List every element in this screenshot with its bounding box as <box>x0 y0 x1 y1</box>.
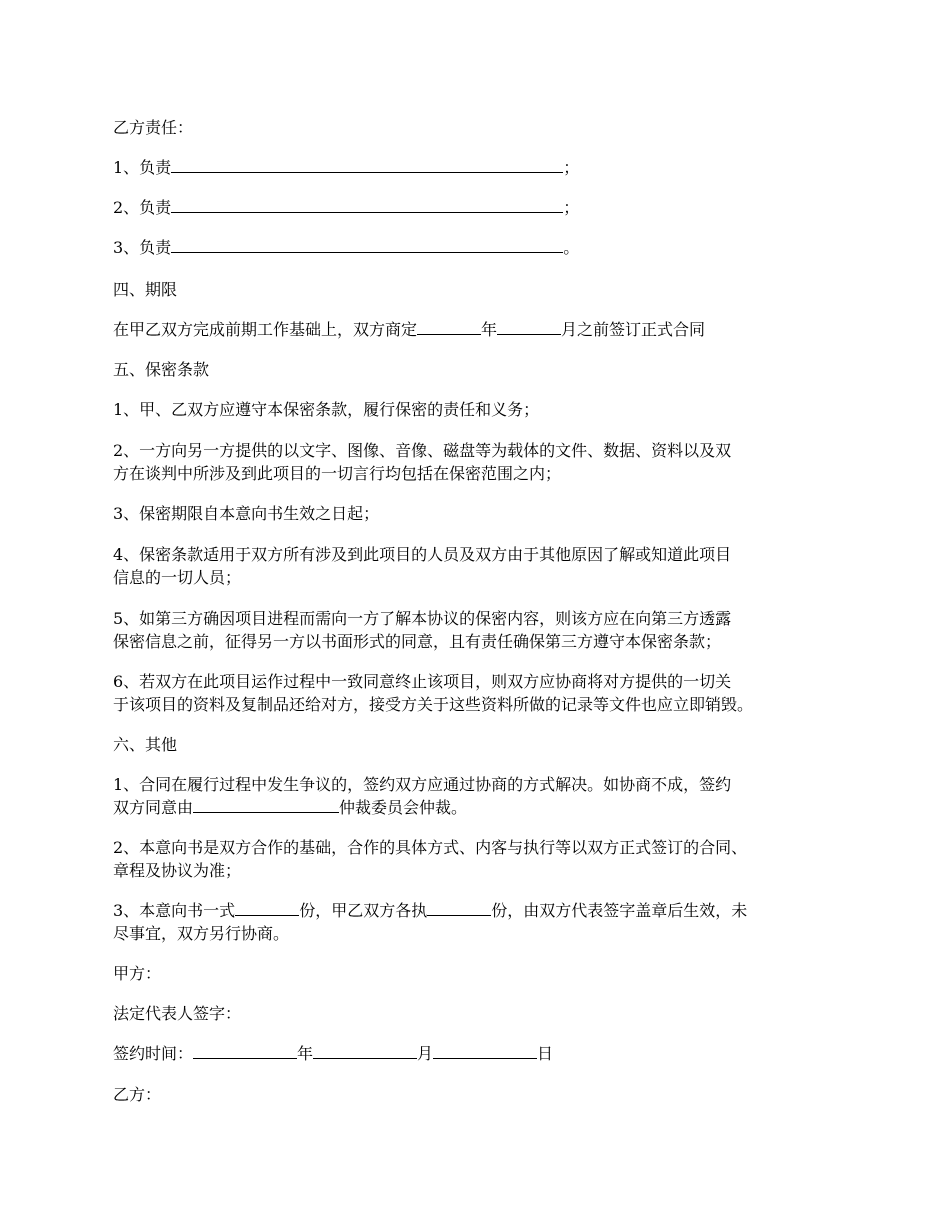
sec5-item-4-l2: 信息的一切人员； <box>113 568 242 587</box>
duty-prefix: 1、负责 <box>113 158 172 177</box>
duty-suffix: ； <box>563 158 580 177</box>
text: 份，由双方代表签字盖章后生效，未 <box>491 901 748 920</box>
duty-prefix: 3、负责 <box>113 238 172 257</box>
text: 仲裁委员会仲裁。 <box>339 798 468 817</box>
duty-line-2 <box>113 196 853 220</box>
sec5-item-3: 3、保密期限自本意向书生效之日起； <box>113 504 380 523</box>
sec5-item-6-l1: 6、若双方在此项目运作过程中一致同意终止该项目，则双方应协商将对方提供的一切关 <box>113 672 732 691</box>
sec6-item-3-l2: 尽事宜，双方另行协商。 <box>113 924 290 943</box>
party-b-label: 乙方： <box>113 1085 162 1104</box>
sign-year-blank[interactable] <box>193 1042 297 1059</box>
copies-blank[interactable] <box>235 899 299 916</box>
duty-suffix: 。 <box>563 238 580 257</box>
section-5-title: 五、保密条款 <box>113 360 210 379</box>
text: 月之前签订正式合同 <box>561 320 706 339</box>
sec6-item-2-l1: 2、本意向书是双方合作的基础，合作的具体方式、内客与执行等以双方正式签订的合同、 <box>113 838 748 857</box>
duty-line-3 <box>113 236 853 260</box>
sec6-item-1-l2 <box>113 796 853 820</box>
sec5-item-1: 1、甲、乙双方应遵守本保密条款，履行保密的责任和义务； <box>113 400 540 419</box>
copies-each-blank[interactable] <box>427 899 491 916</box>
text: 年 <box>297 1044 314 1063</box>
month-blank[interactable] <box>497 318 561 335</box>
sec5-item-5-l1: 5、如第三方确因项目进程而需向一方了解本协议的保密内容，则该方应在向第三方透露 <box>113 609 732 628</box>
fill-blank[interactable] <box>171 196 563 213</box>
sec5-item-6-l2: 于该项目的资料及复制品还给对方，接受方关于这些资料所做的记录等文件也应立即销毁。 <box>113 695 754 714</box>
fill-blank[interactable] <box>171 156 563 173</box>
sec6-item-3-l1 <box>113 899 853 923</box>
text: 3、本意向书一式 <box>113 901 236 920</box>
sign-time-line <box>113 1042 853 1066</box>
section-4-title: 四、期限 <box>113 280 178 299</box>
section-6-title: 六、其他 <box>113 735 178 754</box>
party-b-duty-heading: 乙方责任： <box>113 118 194 137</box>
text: 日 <box>537 1044 554 1063</box>
sec6-item-2-l2: 章程及协议为准； <box>113 861 242 880</box>
text: 双方同意由 <box>113 798 194 817</box>
text: 年 <box>481 320 498 339</box>
duty-line-1 <box>113 156 853 180</box>
sign-month-blank[interactable] <box>313 1042 417 1059</box>
sec5-item-4-l1: 4、保密条款适用于双方所有涉及到此项目的人员及双方由于其他原因了解或知道此项目 <box>113 545 732 564</box>
text: 在甲乙双方完成前期工作基础上，双方商定 <box>113 320 418 339</box>
duty-suffix: ； <box>563 198 580 217</box>
year-blank[interactable] <box>417 318 481 335</box>
text: 月 <box>417 1044 434 1063</box>
arbitration-blank[interactable] <box>193 796 339 813</box>
party-a-label: 甲方： <box>113 964 162 983</box>
sec5-item-2-l2: 方在谈判中所涉及到此项目的一切言行均包括在保密范围之内； <box>113 464 562 483</box>
duty-prefix: 2、负责 <box>113 198 172 217</box>
section-4-text <box>113 318 853 342</box>
sec5-item-2-l1: 2、一方向另一方提供的以文字、图像、音像、磁盘等为载体的文件、数据、资料以及双 <box>113 441 732 460</box>
text: 份，甲乙双方各执 <box>299 901 428 920</box>
sec6-item-1-l1: 1、合同在履行过程中发生争议的，签约双方应通过协商的方式解决。如协商不成，签约 <box>113 775 732 794</box>
legal-rep-label: 法定代表人签字： <box>113 1004 242 1023</box>
sign-day-blank[interactable] <box>433 1042 537 1059</box>
text: 签约时间： <box>113 1044 194 1063</box>
fill-blank[interactable] <box>171 236 563 253</box>
sec5-item-5-l2: 保密信息之前，征得另一方以书面形式的同意，且有责任确保第三方遵守本保密条款； <box>113 632 722 651</box>
